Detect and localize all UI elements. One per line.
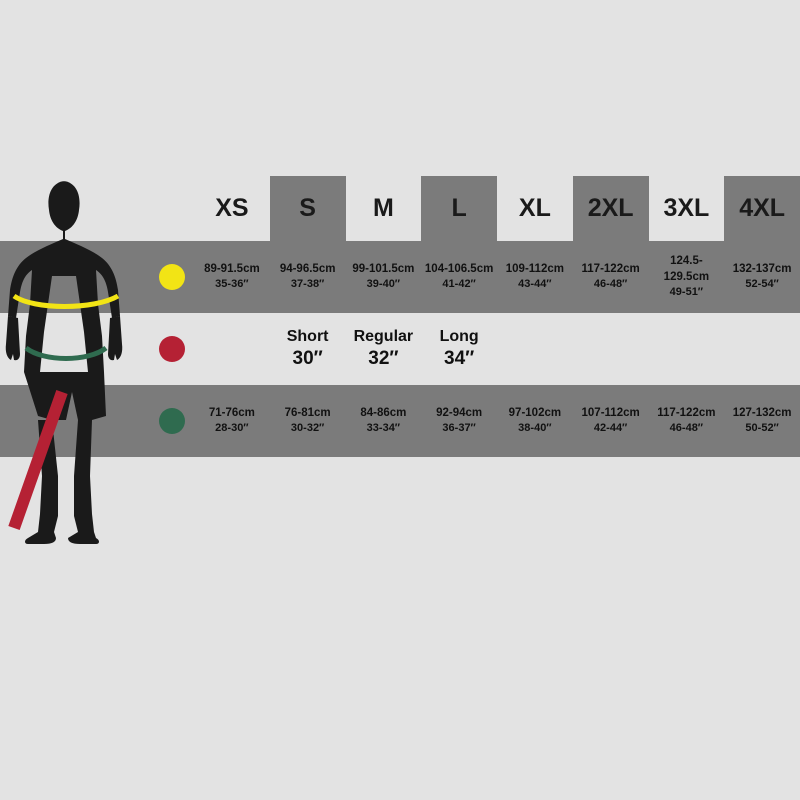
body-silhouette: [0, 176, 150, 548]
inseam-cell-xl: [497, 313, 573, 385]
waist-m-imperial: 33-34″: [366, 422, 401, 435]
chest-2xl-metric: 117-122cm: [581, 262, 640, 275]
size-chart-table: [150, 176, 800, 457]
table-row-inseam: [150, 313, 800, 385]
waist-3xl-imperial: 46-48″: [669, 422, 704, 435]
chest-cell-2xl: [573, 241, 649, 313]
chest-measure-line: [14, 296, 118, 307]
inseam-s-name: Short: [286, 328, 329, 346]
waist-xl-imperial: 38-40″: [518, 422, 552, 435]
waist-3xl-metric: 117-122cm: [657, 406, 716, 419]
chest-xs-metric: 89-91.5cm: [204, 262, 260, 275]
column-header-2xl: 2XL: [573, 176, 649, 241]
waist-4xl-metric: 127-132cm: [732, 406, 792, 419]
chest-3xl-metric: 124.5-129.5cm: [663, 255, 710, 283]
waist-m-metric: 84-86cm: [360, 406, 407, 419]
inseam-cell-l: [421, 313, 497, 385]
waist-cell-3xl: [649, 385, 725, 457]
waist-s-imperial: 30-32″: [290, 422, 325, 435]
column-header-xs: XS: [194, 176, 270, 241]
column-header-s: S: [270, 176, 346, 241]
waist-marker-icon: [159, 408, 185, 434]
column-header-4xl: 4XL: [724, 176, 800, 241]
waist-s-metric: 76-81cm: [284, 406, 331, 419]
chest-cell-xs: [194, 241, 270, 313]
chest-cell-xl: [497, 241, 573, 313]
chest-s-metric: 94-96.5cm: [279, 262, 336, 275]
waist-l-metric: 92-94cm: [436, 406, 483, 419]
inseam-marker-cell: [150, 313, 194, 385]
waist-cell-m: [346, 385, 422, 457]
column-header-3xl: 3XL: [649, 176, 725, 241]
waist-cell-xl: [497, 385, 573, 457]
inseam-m-name: Regular: [353, 328, 414, 346]
waist-cell-l: [421, 385, 497, 457]
inseam-cell-2xl: [573, 313, 649, 385]
waist-xs-imperial: 28-30″: [215, 422, 249, 435]
waist-2xl-metric: 107-112cm: [581, 406, 640, 419]
column-header-l: L: [421, 176, 497, 241]
chest-cell-s: [270, 241, 346, 313]
inseam-m-length: 32″: [368, 348, 399, 370]
table-header-row: [150, 176, 800, 241]
inseam-cell-xs: [194, 313, 270, 385]
header-marker-cell: [150, 176, 194, 241]
inseam-cell-m: [346, 313, 422, 385]
waist-2xl-imperial: 42-44″: [593, 422, 628, 435]
chest-s-imperial: 37-38″: [290, 278, 325, 291]
inseam-cell-3xl: [649, 313, 725, 385]
waist-4xl-imperial: 50-52″: [745, 422, 779, 435]
waist-xl-metric: 97-102cm: [508, 406, 562, 419]
chest-marker-cell: [150, 241, 194, 313]
chest-xl-metric: 109-112cm: [505, 262, 564, 275]
chest-l-metric: 104-106.5cm: [424, 262, 494, 275]
inseam-cell-4xl: [724, 313, 800, 385]
chest-cell-4xl: [724, 241, 800, 313]
background-band-top: [0, 0, 800, 176]
chest-2xl-imperial: 46-48″: [593, 278, 628, 291]
chest-cell-m: [346, 241, 422, 313]
table-row-waist: [150, 385, 800, 457]
chest-m-imperial: 39-40″: [366, 278, 401, 291]
chest-m-metric: 99-101.5cm: [352, 262, 415, 275]
chest-cell-3xl: [649, 241, 725, 313]
waist-marker-cell: [150, 385, 194, 457]
column-header-xl: XL: [497, 176, 573, 241]
inseam-l-length: 34″: [444, 348, 475, 370]
chest-xs-imperial: 35-36″: [215, 278, 249, 291]
inseam-l-name: Long: [439, 328, 479, 346]
waist-cell-xs: [194, 385, 270, 457]
chest-3xl-imperial: 49-51″: [669, 286, 704, 299]
waist-l-imperial: 36-37″: [442, 422, 476, 435]
chest-l-imperial: 41-42″: [442, 278, 476, 291]
inseam-marker-icon: [159, 336, 185, 362]
chest-cell-l: [421, 241, 497, 313]
inseam-s-length: 30″: [292, 348, 323, 370]
waist-cell-2xl: [573, 385, 649, 457]
chest-marker-icon: [159, 264, 185, 290]
column-header-m: M: [346, 176, 422, 241]
waist-cell-4xl: [724, 385, 800, 457]
table-row-chest: [150, 241, 800, 313]
waist-xs-metric: 71-76cm: [208, 406, 255, 419]
chest-4xl-metric: 132-137cm: [732, 262, 792, 275]
inseam-cell-s: [270, 313, 346, 385]
chest-4xl-imperial: 52-54″: [745, 278, 779, 291]
chest-xl-imperial: 43-44″: [518, 278, 552, 291]
waist-cell-s: [270, 385, 346, 457]
